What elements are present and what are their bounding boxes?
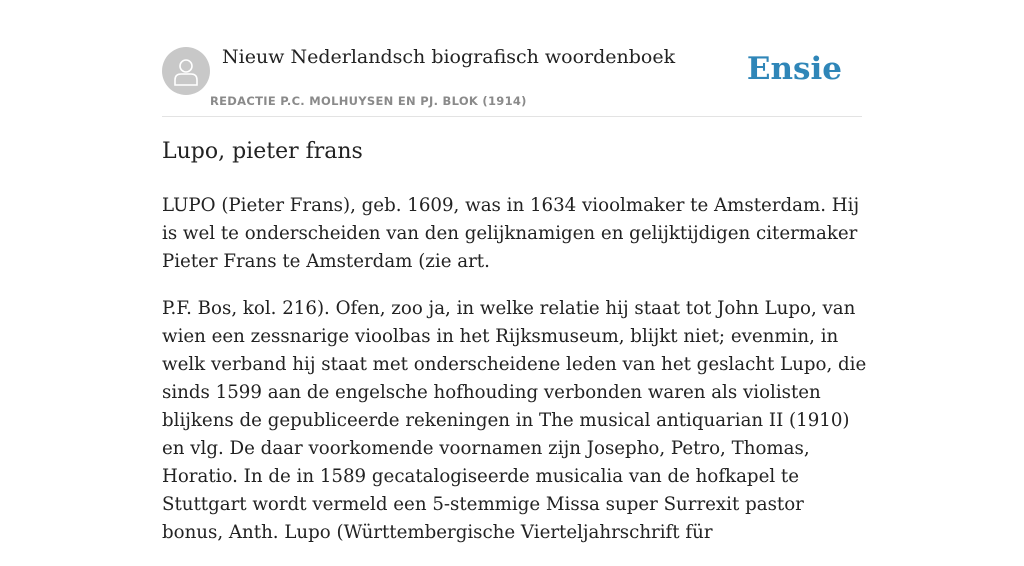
ensie-logo[interactable]: Ensie (746, 51, 842, 87)
article-paragraph: LUPO (Pieter Frans), geb. 1609, was in 1634 vioolmaker te Amsterdam. Hij is wel te onderscheiden van den gelijknamigen en gelijktijdigen citermaker Pieter Frans te Amsterdam (zie art. (162, 195, 860, 272)
article-paragraph: P.F. Bos, kol. 216). Ofen, zoo ja, in welke relatie hij staat tot John Lupo, van wien een zessnarige vioolbas in het Rijksmuseum, blijkt niet; evenmin, in welk verband hij staat met onderscheidene leden van het geslacht Lupo, die sinds 1599 aan de engelsche hofhouding verbonden waren als violisten blijkens de gepubliceerde rekeningen in The musical antiquarian II (1910) en vlg. De daar voorkomende voornamen zijn Josepho, Petro, Thomas, Horatio. In de in 1589 gecatalogiseerde musicalia van de hofkapel te Stuttgart wordt vermeld een 5-stemmige Missa super Surrexit pastor bonus, Anth. Lupo (Württembergische Vierteljahrschrift für (162, 298, 867, 543)
source-editors: REDACTIE P.C. MOLHUYSEN EN PJ. BLOK (1914) (210, 94, 527, 108)
source-header (162, 40, 862, 117)
article-title: Lupo, pieter frans (162, 139, 363, 164)
source-title[interactable]: Nieuw Nederlandsch biografisch woordenboek (222, 46, 676, 68)
user-icon (172, 56, 200, 86)
avatar[interactable] (162, 47, 210, 95)
article-body (162, 192, 868, 566)
